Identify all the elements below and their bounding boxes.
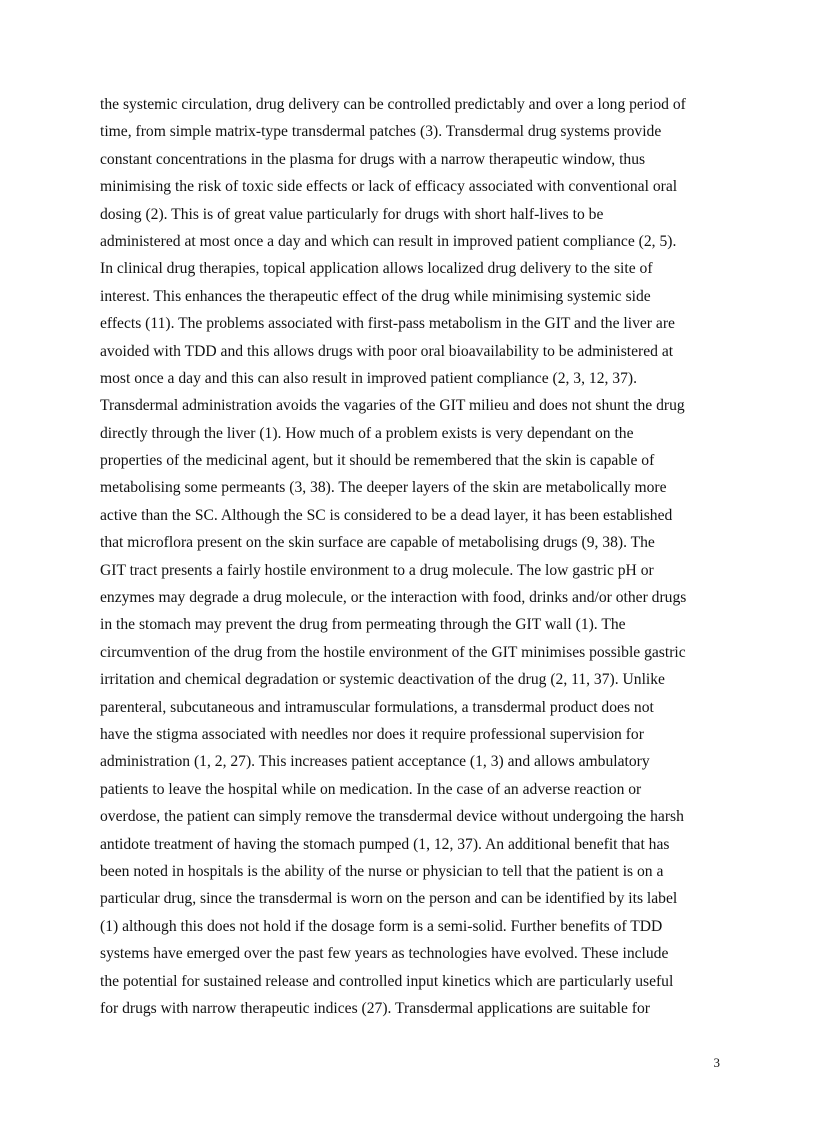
text-line: overdose, the patient can simply remove the transdermal device without undergoing the harsh [100, 808, 684, 826]
text-line: (1) although this does not hold if the dosage form is a semi-solid. Further benefits of TDD [100, 917, 663, 935]
text-line: In clinical drug therapies, topical application allows localized drug delivery to the site of [100, 260, 653, 278]
text-line: most once a day and this can also result in improved patient compliance (2, 3, 12, 37). [100, 369, 637, 387]
page-number: 3 [713, 1055, 720, 1070]
text-line: parenteral, subcutaneous and intramuscular formulations, a transdermal product does not [100, 698, 654, 716]
text-line: dosing (2). This is of great value particularly for drugs with short half-lives to be [100, 205, 604, 223]
text-line: metabolising some permeants (3, 38). The deeper layers of the skin are metabolically more [100, 479, 667, 497]
text-line: patients to leave the hospital while on medication. In the case of an adverse reaction or [100, 780, 642, 798]
text-line: administered at most once a day and which can result in improved patient compliance (2, 5). [100, 232, 677, 250]
text-line: been noted in hospitals is the ability of the nurse or physician to tell that the patient is on a [100, 862, 664, 880]
text-line: systems have emerged over the past few years as technologies have evolved. These include [100, 945, 669, 963]
text-line: time, from simple matrix-type transdermal patches (3). Transdermal drug systems provide [100, 123, 662, 141]
text-line: that microflora present on the skin surface are capable of metabolising drugs (9, 38). The [100, 534, 655, 552]
text-line: particular drug, since the transdermal is worn on the person and can be identified by its label [100, 890, 678, 908]
text-line: Transdermal administration avoids the vagaries of the GIT milieu and does not shunt the drug [100, 397, 685, 415]
text-line: administration (1, 2, 27). This increases patient acceptance (1, 3) and allows ambulatory [100, 753, 650, 771]
text-line: have the stigma associated with needles nor does it require professional supervision for [100, 725, 644, 743]
text-line: constant concentrations in the plasma for drugs with a narrow therapeutic window, thus [100, 150, 646, 168]
text-line: the potential for sustained release and controlled input kinetics which are particularly useful [100, 972, 674, 990]
text-line: minimising the risk of toxic side effects or lack of efficacy associated with conventional oral [100, 178, 678, 196]
text-line: for drugs with narrow therapeutic indices (27). Transdermal applications are suitable for [100, 999, 650, 1017]
text-line: in the stomach may prevent the drug from permeating through the GIT wall (1). The [100, 616, 626, 634]
text-line: enzymes may degrade a drug molecule, or the interaction with food, drinks and/or other drugs [100, 589, 687, 607]
body-text [100, 91, 740, 1022]
text-line: directly through the liver (1). How much of a problem exists is very dependant on the [100, 424, 634, 442]
text-line: avoided with TDD and this allows drugs with poor oral bioavailability to be administered at [100, 342, 674, 360]
text-line: antidote treatment of having the stomach pumped (1, 12, 37). An additional benefit that has [100, 835, 670, 853]
text-line: active than the SC. Although the SC is considered to be a dead layer, it has been established [100, 506, 673, 524]
text-line: the systemic circulation, drug delivery can be controlled predictably and over a long period of [100, 96, 686, 113]
text-line: interest. This enhances the therapeutic effect of the drug while minimising systemic side [100, 287, 651, 305]
text-line: GIT tract presents a fairly hostile environment to a drug molecule. The low gastric pH or [100, 561, 654, 579]
text-line: properties of the medicinal agent, but it should be remembered that the skin is capable of [100, 452, 655, 470]
text-line: irritation and chemical degradation or systemic deactivation of the drug (2, 11, 37). Unlike [100, 671, 665, 689]
text-line: effects (11). The problems associated with first-pass metabolism in the GIT and the liver are [100, 315, 675, 333]
text-line: circumvention of the drug from the hostile environment of the GIT minimises possible gastric [100, 643, 686, 661]
